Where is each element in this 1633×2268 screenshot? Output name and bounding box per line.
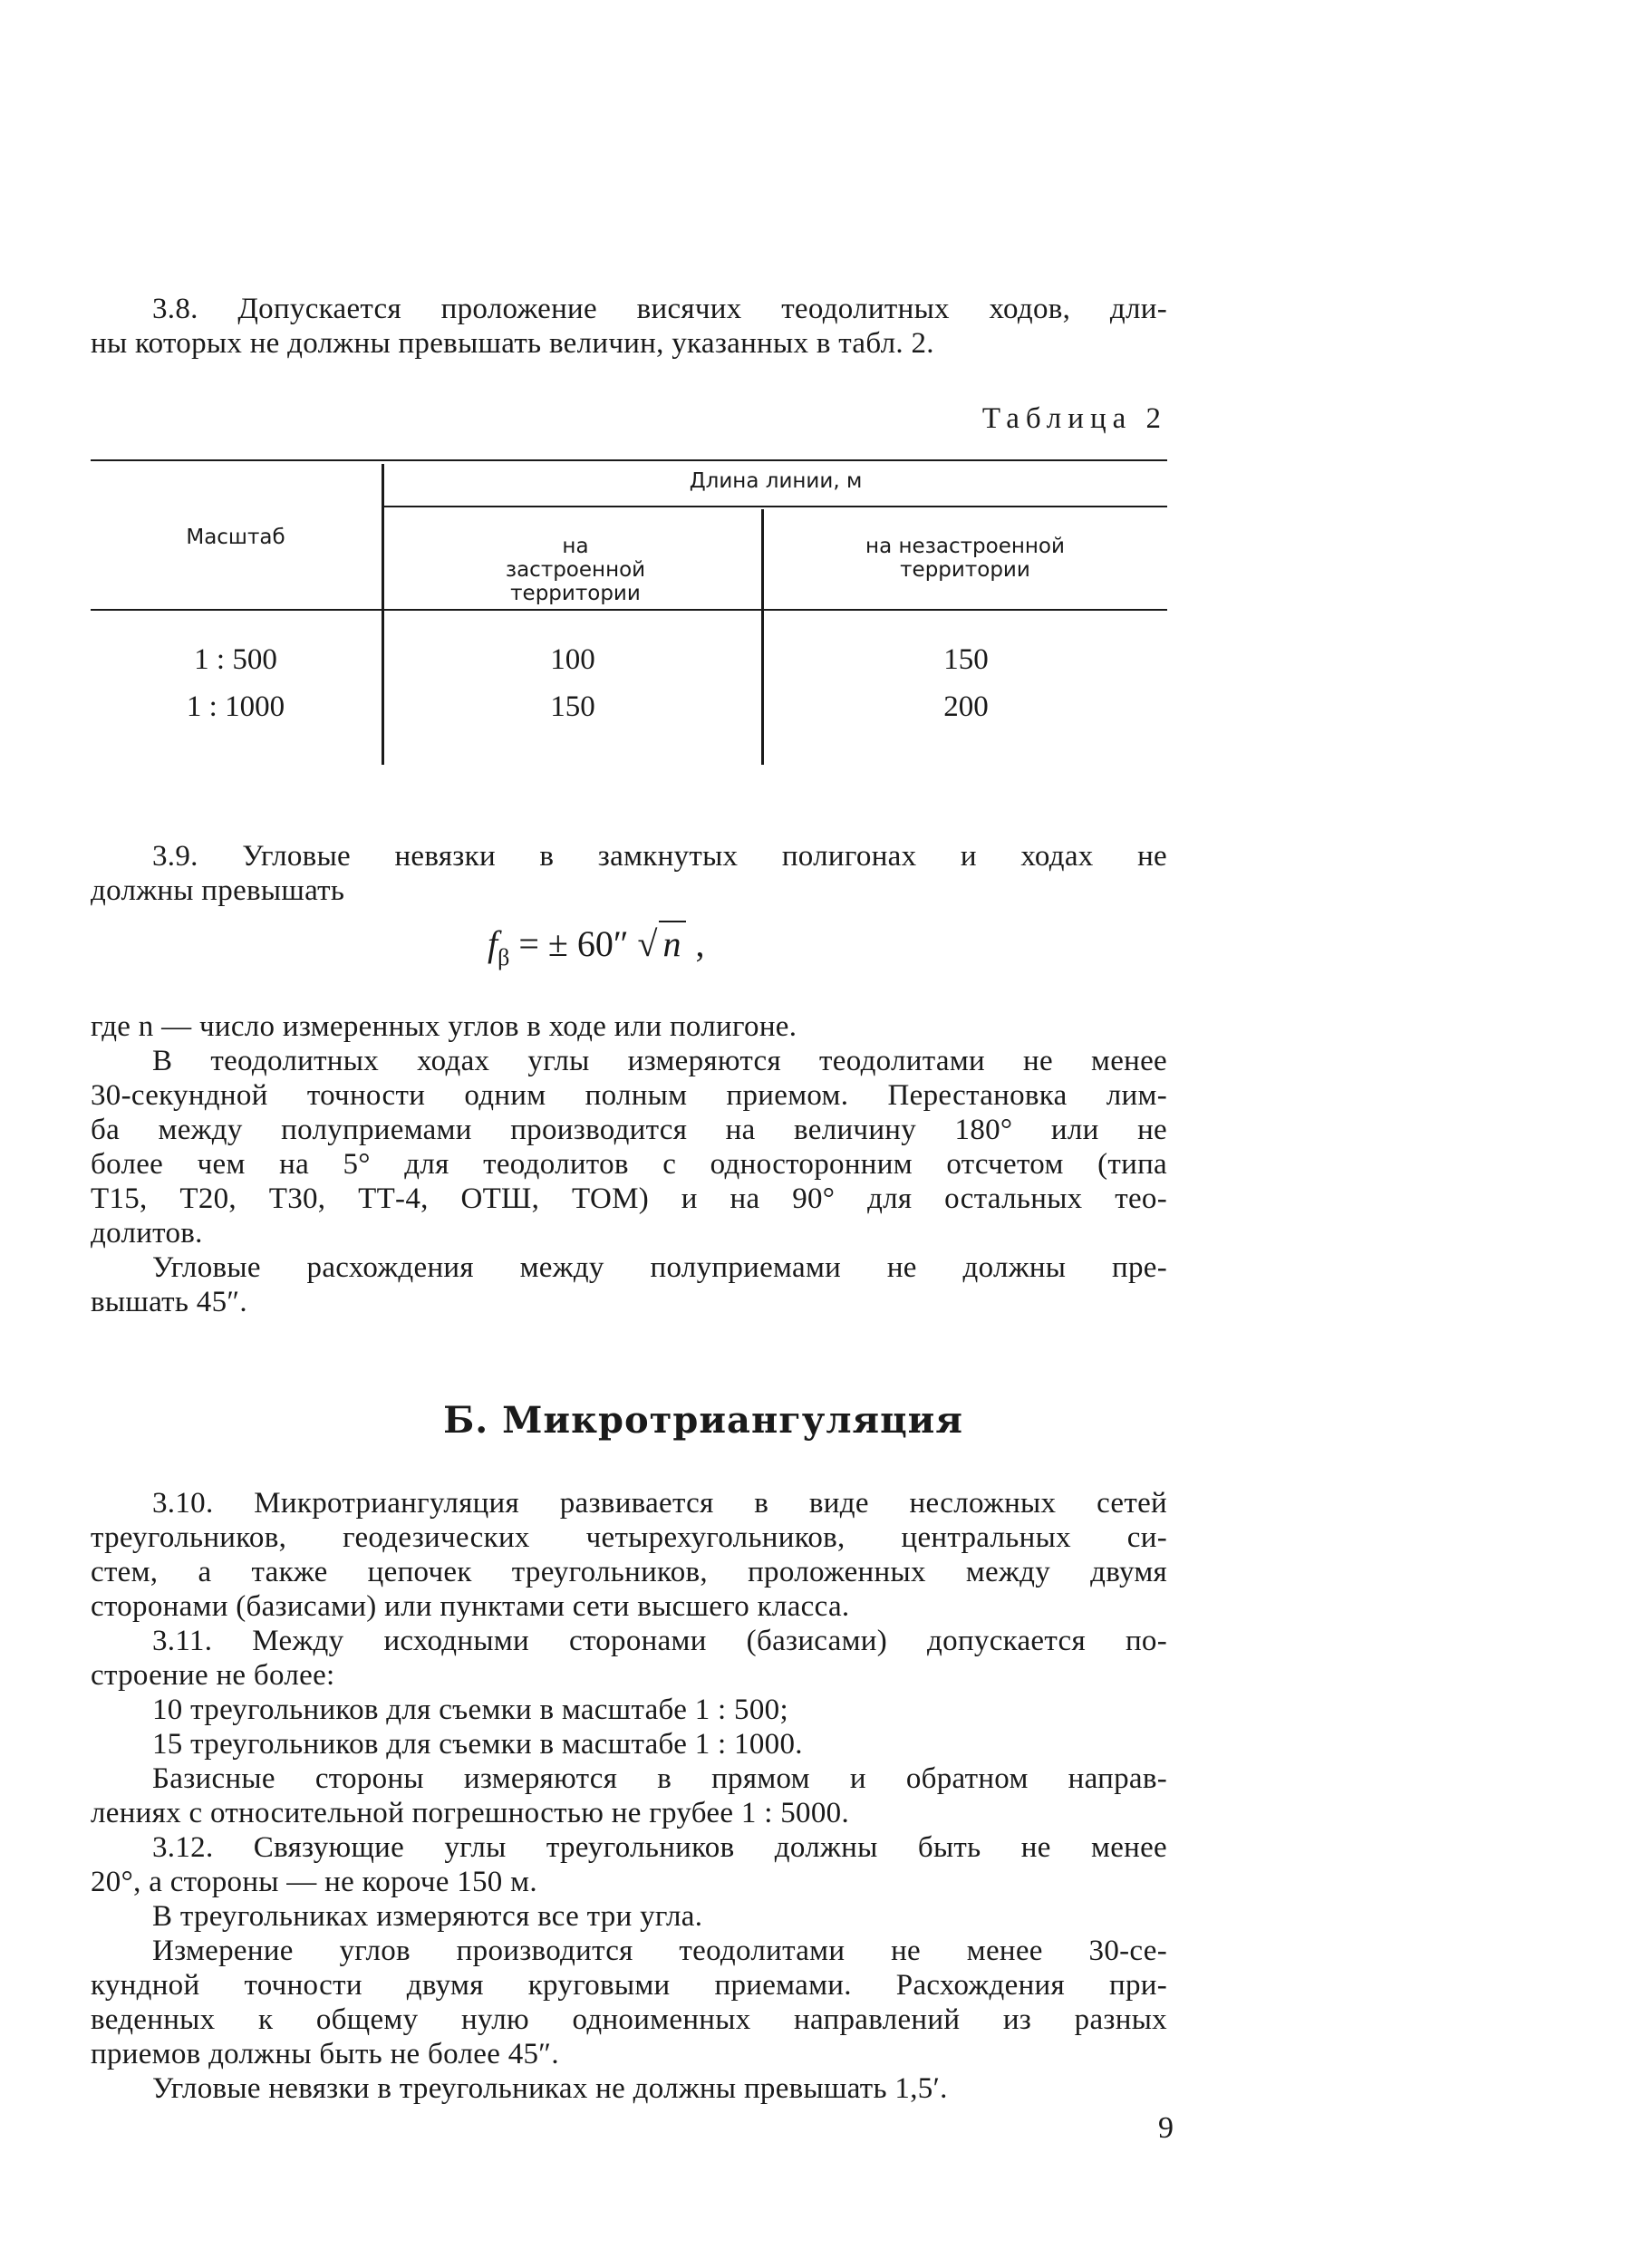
table-2	[91, 455, 1167, 765]
section-title: Б. Микротриангуляция	[443, 1399, 963, 1442]
text-line: 3.9. Угловые невязки в замкнутых полигонах и ходах не	[152, 840, 1167, 873]
table-top-rule	[91, 459, 1167, 461]
text-line: 3.10. Микротриангуляция развивается в виде несложных сетей	[152, 1487, 1167, 1520]
table-header-rule	[91, 609, 1167, 611]
formula-symbol: f	[488, 923, 498, 964]
square-root-sign: √ n	[638, 921, 687, 965]
text-line: ба между полуприемами производится на величину 180° или не	[91, 1114, 1167, 1146]
text-line: кундной точности двумя круговыми приемами. Расхождения при-	[91, 1969, 1167, 2002]
list-item: 10 треугольников для съемки в масштабе 1 : 500;	[152, 1694, 788, 1726]
text-line: 30-секундной точности одним полным приемом. Перестановка лим-	[91, 1079, 1167, 1112]
header-scale: Масштаб	[186, 526, 285, 549]
text-line: Т15, Т20, Т30, ТТ-4, ОТШ, ТОМ) и на 90° для остальных тео-	[91, 1182, 1167, 1215]
cell-unbuilt: 150	[943, 643, 989, 676]
paragraph-3-11	[91, 1624, 1167, 1830]
paragraph-3-8	[91, 292, 1167, 361]
formula-angular-misclosure	[488, 921, 704, 971]
text-line: Угловые расхождения между полуприемами не должны пре-	[152, 1251, 1167, 1284]
text-line: 3.12. Связующие углы треугольников должны быть не менее	[152, 1831, 1167, 1864]
text-line: 3.11. Между исходными сторонами (базисами) допускается по-	[152, 1625, 1167, 1657]
text-line: Базисные стороны измеряются в прямом и обратном направ-	[152, 1762, 1167, 1795]
text-line: долитов.	[91, 1217, 203, 1250]
table-caption: Таблица 2	[981, 402, 1167, 435]
text-line: вышать 45″.	[91, 1286, 247, 1318]
text-line: Угловые невязки в треугольниках не должны превышать 1,5′.	[152, 2072, 948, 2105]
paragraph-3-12	[91, 1830, 1167, 2106]
text-line: строение не более:	[91, 1659, 335, 1692]
text-line: где n — число измеренных углов в ходе или полигоне.	[91, 1010, 797, 1043]
header-unbuilt-territory: на незастроенной территории	[865, 535, 1065, 582]
paragraph-3-9	[91, 839, 1167, 908]
formula-subscript: β	[498, 944, 510, 970]
text-line: должны превышать	[91, 874, 345, 907]
cell-built: 100	[550, 643, 595, 676]
text-line: более чем на 5° для теодолитов с односторонним отсчетом (типа	[91, 1148, 1167, 1181]
header-built-territory: на застроенной территории	[505, 535, 646, 605]
table-divider	[761, 509, 764, 765]
cell-scale: 1 : 1000	[186, 690, 285, 723]
paragraph-3-10	[91, 1486, 1167, 1624]
text-line: 20°, а стороны — не короче 150 м.	[91, 1866, 537, 1898]
formula-radicand: n	[659, 921, 686, 965]
cell-scale: 1 : 500	[194, 643, 277, 676]
cell-built: 150	[550, 690, 595, 723]
text-line: В теодолитных ходах углы измеряются теодолитами не менее	[152, 1045, 1167, 1077]
formula-tail: ,	[686, 923, 705, 964]
text-line: веденных к общему нулю одноименных направлений из разных	[91, 2003, 1167, 2036]
page-number: 9	[1158, 2111, 1174, 2145]
text-line: стем, а также цепочек треугольников, проложенных между двумя	[91, 1556, 1167, 1588]
formula-rhs: = ± 60″	[509, 923, 638, 964]
text-line: треугольников, геодезических четырехугольников, центральных си-	[91, 1521, 1167, 1554]
text-line: ны которых не должны превышать величин, указанных в табл. 2.	[91, 327, 934, 360]
text-line: сторонами (базисами) или пунктами сети высшего класса.	[91, 1590, 850, 1623]
text-line: приемов должны быть не более 45″.	[91, 2038, 559, 2070]
table-subheader-rule	[382, 506, 1167, 507]
text-line: 3.8. Допускается проложение висячих теодолитных ходов, дли-	[152, 293, 1167, 325]
text-line: лениях с относительной погрешностью не грубее 1 : 5000.	[91, 1797, 849, 1829]
text-line: Измерение углов производится теодолитами не менее 30-се-	[152, 1935, 1167, 1967]
header-line-length: Длина линии, м	[689, 469, 863, 493]
list-item: 15 треугольников для съемки в масштабе 1 : 1000.	[152, 1728, 803, 1761]
text-line: В треугольниках измеряются все три угла.	[152, 1900, 703, 1933]
cell-unbuilt: 200	[943, 690, 989, 723]
paragraph-3-9-continued	[91, 1009, 1167, 1319]
